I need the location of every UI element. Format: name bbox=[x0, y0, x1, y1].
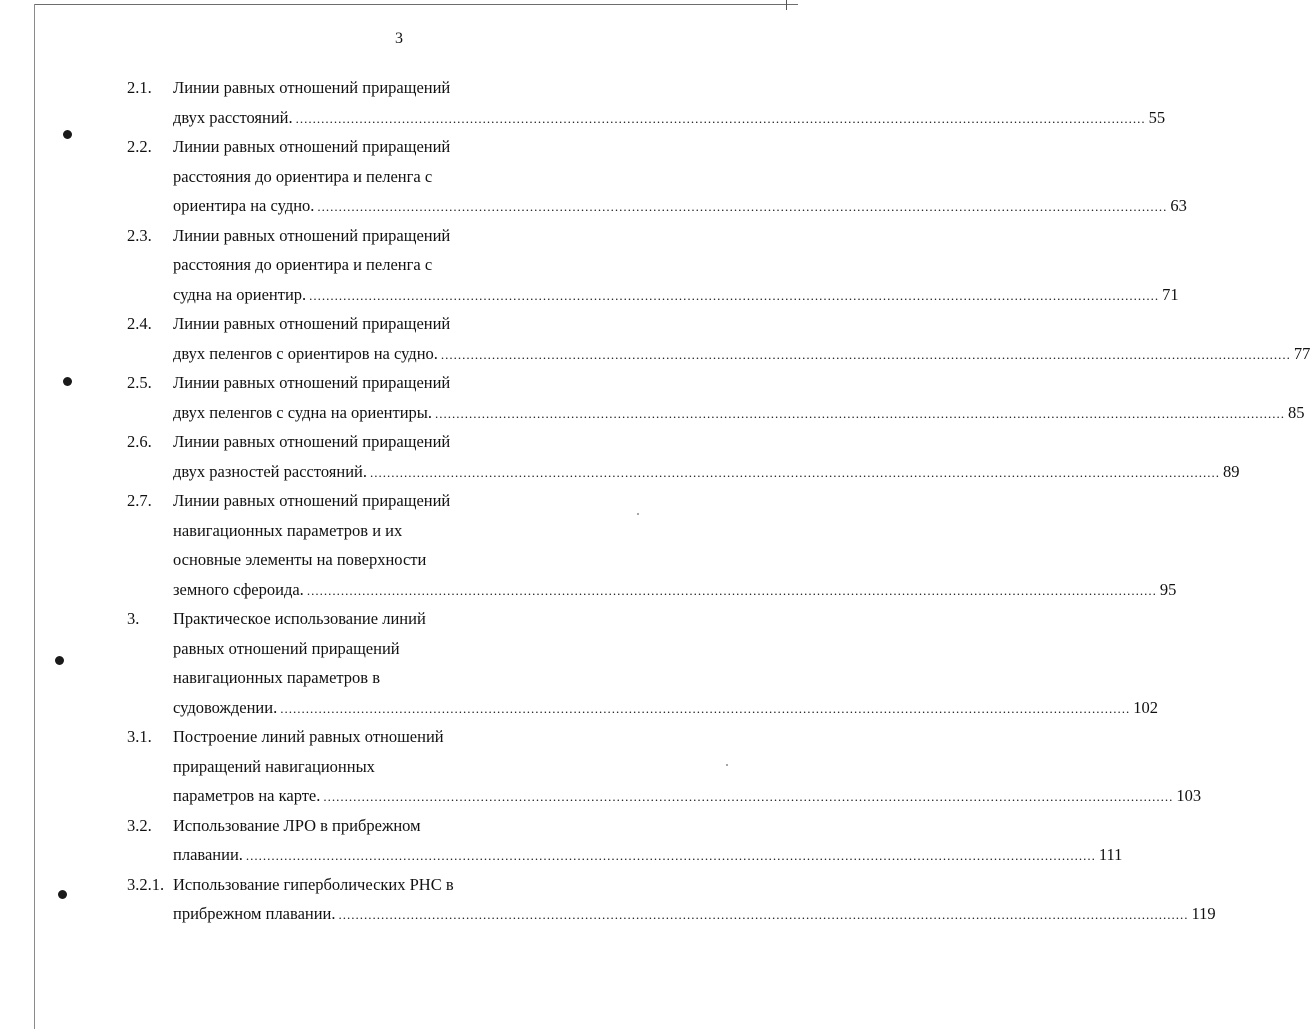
toc-entry-page-number: 95 bbox=[1159, 579, 1177, 599]
toc-entry-page-number: 63 bbox=[1170, 196, 1187, 215]
toc-entry-title-end: двух разностей расстояний. bbox=[173, 461, 367, 481]
toc-entry-title-end: двух пеленгов с ориентиров на судно. bbox=[173, 343, 438, 363]
toc-entry-number: 3. bbox=[127, 609, 140, 628]
toc-entry-last-line[interactable] bbox=[173, 579, 1177, 600]
toc-entry-title-line: Использование гиперболических РНС в bbox=[173, 874, 454, 894]
dot-leader: ........................................................................................................................................................................................................ bbox=[280, 700, 1131, 716]
toc-entry-title-end: ориентира на судно. bbox=[173, 196, 315, 215]
toc-entry-last-line[interactable] bbox=[173, 461, 1240, 482]
dot-leader: ........................................................................................................................................................................................................ bbox=[295, 110, 1146, 126]
toc-entry-title-line: приращений навигационных bbox=[173, 756, 375, 776]
toc-entry-title-line: Линии равных отношений приращений bbox=[173, 78, 451, 97]
toc-entry-title-end: земного сфероида. bbox=[173, 579, 304, 599]
dot-leader: ........................................................................................................................................................................................................ bbox=[309, 287, 1160, 303]
toc-entry-last-line[interactable] bbox=[173, 343, 1310, 364]
toc-entry-title-end: судна на ориентир. bbox=[173, 284, 307, 304]
toc-entry-number: 3.1. bbox=[127, 727, 152, 746]
toc-entry-title-line: расстояния до ориентира и пеленга с bbox=[173, 166, 433, 186]
dot-leader: ........................................................................................................................................................................................................ bbox=[338, 907, 1189, 922]
toc-entry-title-line: Построение линий равных отношений bbox=[173, 727, 444, 746]
toc-entry-title-end: двух пеленгов с судна на ориентиры. bbox=[173, 402, 433, 422]
page-number: 3 bbox=[395, 30, 403, 47]
toc-entry-title-line: равных отношений приращений bbox=[173, 638, 400, 658]
dot-leader: ........................................................................................................................................................................................................ bbox=[306, 582, 1157, 598]
toc-entry-title-line: навигационных параметров и их bbox=[173, 520, 403, 540]
toc-entry-title-line: Линии равных отношений приращений bbox=[173, 432, 451, 451]
toc-entry-title-end: судовождении. bbox=[173, 697, 278, 717]
toc-entry-number: 2.2. bbox=[127, 137, 152, 156]
toc-entry-page-number: 77 bbox=[1293, 343, 1310, 363]
toc-entry-page-number: 119 bbox=[1191, 904, 1216, 923]
toc-entry-number: 2.1. bbox=[127, 78, 152, 97]
dot-leader: ........................................................................................................................................................................................................ bbox=[245, 848, 1096, 863]
dot-leader: ........................................................................................................................................................................................................ bbox=[370, 464, 1220, 480]
toc-entry-title-line: Линии равных отношений приращений bbox=[173, 137, 451, 156]
toc-entry-number: 3.2.1. bbox=[127, 874, 165, 894]
toc-entry-title-line: Использование ЛРО в прибрежном bbox=[173, 815, 421, 835]
toc-entry-title-line: основные элементы на поверхности bbox=[173, 550, 427, 569]
toc-entry-last-line[interactable] bbox=[173, 284, 1179, 305]
dot-leader: ........................................................................................................................................................................................................ bbox=[317, 199, 1168, 214]
toc-entry-title-line: Линии равных отношений приращений bbox=[173, 491, 451, 510]
toc-entry-title-line: расстояния до ориентира и пеленга с bbox=[173, 255, 433, 274]
toc-entry-title-line: навигационных параметров в bbox=[173, 668, 381, 687]
toc-entry-last-line[interactable] bbox=[173, 697, 1158, 718]
toc-entry-title-end: двух расстояний. bbox=[173, 107, 293, 127]
toc-entry-title-line: Линии равных отношений приращений bbox=[173, 225, 451, 245]
toc-entry-title-line: Линии равных отношений приращений bbox=[173, 314, 451, 333]
toc-entry-last-line[interactable] bbox=[173, 196, 1187, 216]
toc-entry-page-number: 111 bbox=[1098, 845, 1123, 864]
toc-entry-page-number: 55 bbox=[1148, 107, 1166, 127]
toc-entry-title-end: параметров на карте. bbox=[173, 786, 321, 805]
toc-entry-page-number: 89 bbox=[1223, 461, 1240, 481]
dot-leader: ........................................................................................................................................................................................................ bbox=[435, 405, 1286, 421]
toc-entry-last-line[interactable] bbox=[173, 107, 1166, 128]
toc-entry-page-number: 103 bbox=[1176, 786, 1202, 805]
toc-entry-title-end: плавании. bbox=[173, 845, 243, 864]
toc-entry-last-line[interactable] bbox=[173, 786, 1202, 806]
toc-entry-number: 2.7. bbox=[127, 491, 152, 510]
toc-entry-title-end: прибрежном плавании. bbox=[173, 904, 336, 923]
toc-entry-number: 2.6. bbox=[127, 432, 152, 451]
toc-entry-page-number: 71 bbox=[1162, 284, 1179, 304]
toc-entry-title-line: Линии равных отношений приращений bbox=[173, 373, 451, 392]
toc-entry-page-number: 102 bbox=[1133, 697, 1158, 717]
toc-entry-last-line[interactable] bbox=[173, 402, 1305, 423]
toc-entry-last-line[interactable] bbox=[173, 904, 1216, 924]
toc-entry-number: 2.5. bbox=[127, 373, 152, 392]
toc-entry-last-line[interactable] bbox=[173, 845, 1123, 865]
dot-leader: ........................................................................................................................................................................................................ bbox=[440, 346, 1291, 362]
toc-entry-number: 2.4. bbox=[127, 314, 152, 333]
toc-entry-title-line: Практическое использование линий bbox=[173, 609, 426, 628]
toc-entry-number: 2.3. bbox=[127, 225, 152, 245]
dot-leader: ........................................................................................................................................................................................................ bbox=[323, 789, 1174, 804]
toc-entry-number: 3.2. bbox=[127, 815, 152, 835]
toc-entry-page-number: 85 bbox=[1288, 402, 1305, 422]
